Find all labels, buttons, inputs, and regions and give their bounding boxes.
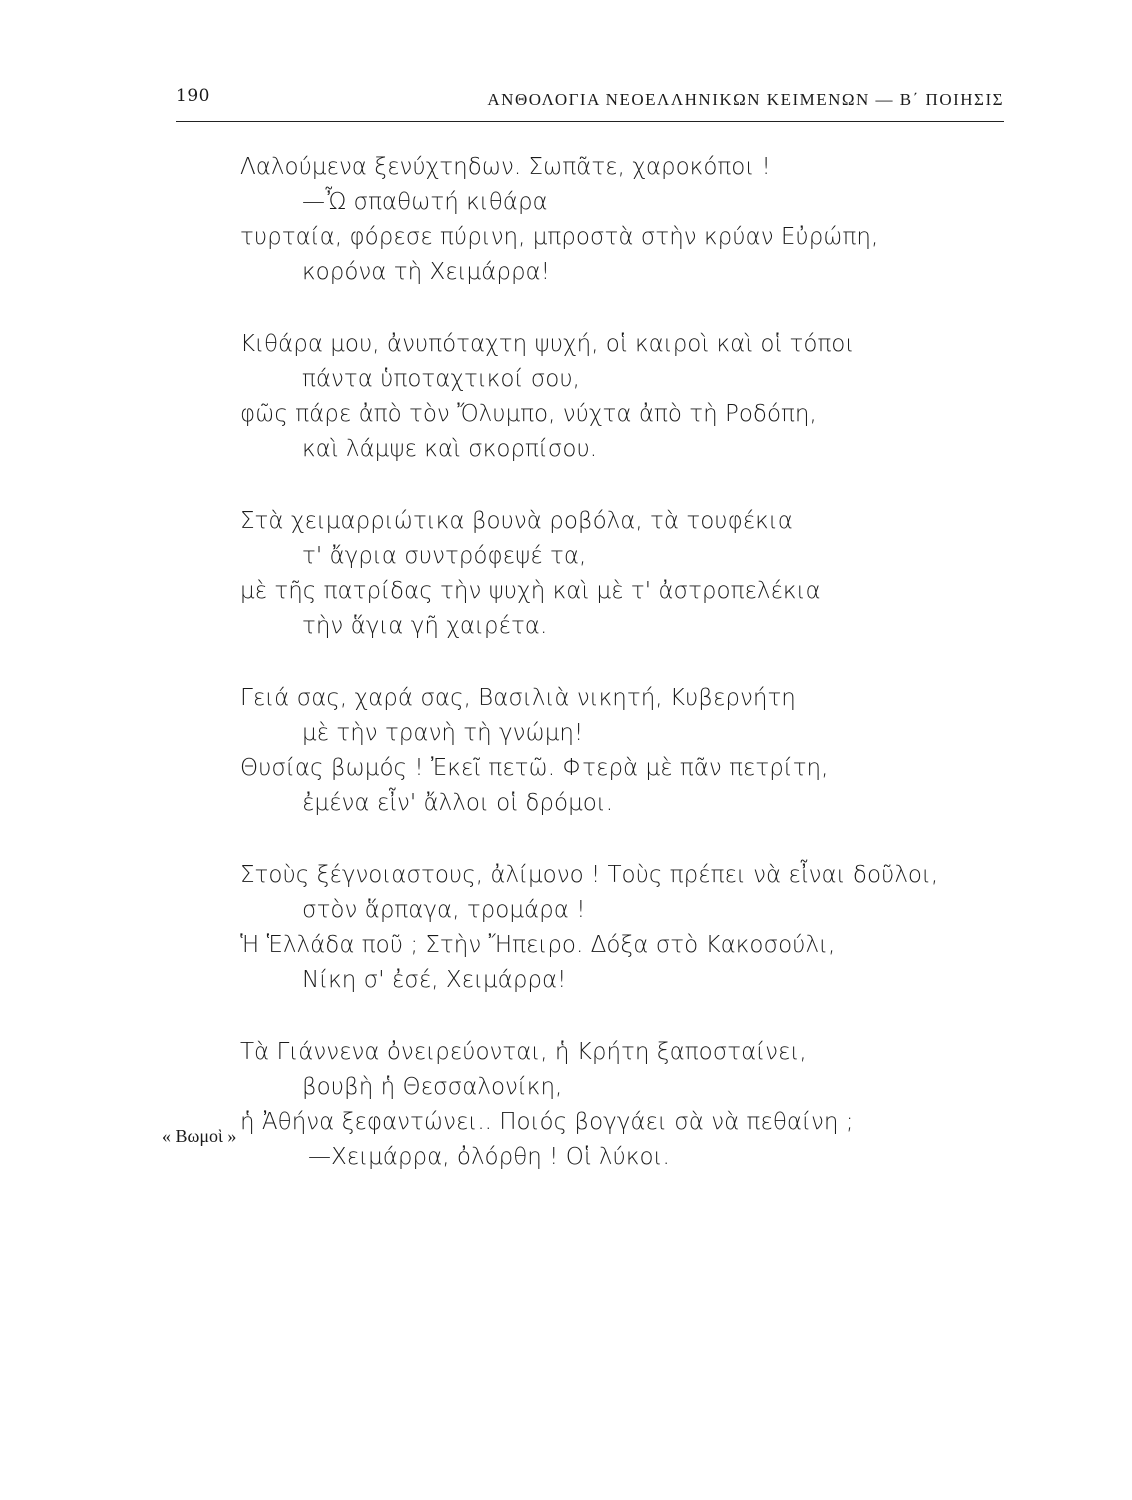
poem-line: βουβὴ ἡ Θεσσαλονίκη, — [302, 1074, 563, 1100]
poem-line: —Ὦ σπαθωτή κιθάρα — [302, 189, 548, 215]
poem-line: ἐμένα εἶν' ἄλλοι οἱ δρόμοι. — [302, 790, 614, 816]
poem-line: μὲ τὴν τρανὴ τὴ γνώμη! — [302, 720, 584, 746]
poem-line: Τὰ Γιάννενα ὀνειρεύονται, ἡ Κρήτη ξαποσταίνει, — [240, 1039, 807, 1065]
poem-line: Κιθάρα μου, ἀνυπόταχτη ψυχή, οἱ καιροὶ καὶ οἱ τόποι — [240, 331, 855, 357]
poem-line: Νίκη σ' ἐσέ, Χειμάρρα! — [302, 967, 567, 993]
source-attribution: « Βωμοὶ » — [162, 1126, 237, 1146]
poem-line: τυρταία, φόρεσε πύρινη, μπροστὰ στὴν κρύαν Εὐρώπη, — [240, 224, 879, 250]
poem-line: τ' ἄγρια συντρόφεψέ τα, — [302, 543, 587, 569]
poem-line: Θυσίας βωμός ! Ἐκεῖ πετῶ. Φτερὰ μὲ πᾶν πετρίτη, — [240, 755, 829, 781]
stanza-2 — [240, 327, 1000, 467]
poem — [240, 150, 1000, 1212]
stanza-1 — [240, 150, 1000, 290]
poem-line: Γειά σας, χαρά σας, Βασιλιὰ νικητή, Κυβερνήτη — [240, 685, 796, 711]
poem-line: μὲ τῆς πατρίδας τὴν ψυχὴ καὶ μὲ τ' ἀστροπελέκια — [240, 578, 821, 604]
page-number: 190 — [176, 86, 210, 106]
poem-line: Στοὺς ξέγνοιαστους, ἀλίμονο ! Τοὺς πρέπει νὰ εἶναι δοῦλοι, — [240, 862, 939, 888]
poem-line: Λαλούμενα ξενύχτηδων. Σωπᾶτε, χαροκόποι ! — [240, 154, 771, 180]
poem-line: τὴν ἅγια γῆ χαιρέτα. — [302, 613, 548, 639]
stanza-3 — [240, 504, 1000, 644]
running-head: ΑΝΘΟΛΟΓΙΑ ΝΕΟΕΛΛΗΝΙΚΩΝ ΚΕΙΜΕΝΩΝ — Β΄ ΠΟΙΗΣΙΣ — [487, 90, 1004, 109]
poem-line: πάντα ὑποταχτικοί σου, — [302, 366, 580, 392]
stanza-5 — [240, 858, 1000, 998]
poem-line: κορόνα τὴ Χειμάρρα! — [302, 259, 550, 285]
stanza-6 — [240, 1035, 1000, 1175]
poem-line: Στὰ χειμαρριώτικα βουνὰ ροβόλα, τὰ τουφέκια — [240, 508, 793, 534]
poem-line: Ἡ Ἑλλάδα ποῦ ; Στὴν Ἤπειρο. Δόξα στὸ Κακοσούλι, — [240, 932, 836, 958]
stanza-4 — [240, 681, 1000, 821]
poem-line: ἡ Ἀθήνα ξεφαντώνει.. Ποιός βογγάει σὰ νὰ πεθαίνη ; — [240, 1109, 854, 1135]
poem-line: καὶ λάμψε καὶ σκορπίσου. — [302, 436, 598, 462]
poem-line: —Χειμάρρα, ὀλόρθη ! Οἱ λύκοι. — [308, 1144, 670, 1170]
poem-line: στὸν ἅρπαγα, τρομάρα ! — [302, 897, 586, 923]
header-rule — [176, 121, 1004, 122]
poem-line: φῶς πάρε ἀπὸ τὸν Ὄλυμπο, νύχτα ἀπὸ τὴ Ροδόπη, — [240, 401, 817, 427]
